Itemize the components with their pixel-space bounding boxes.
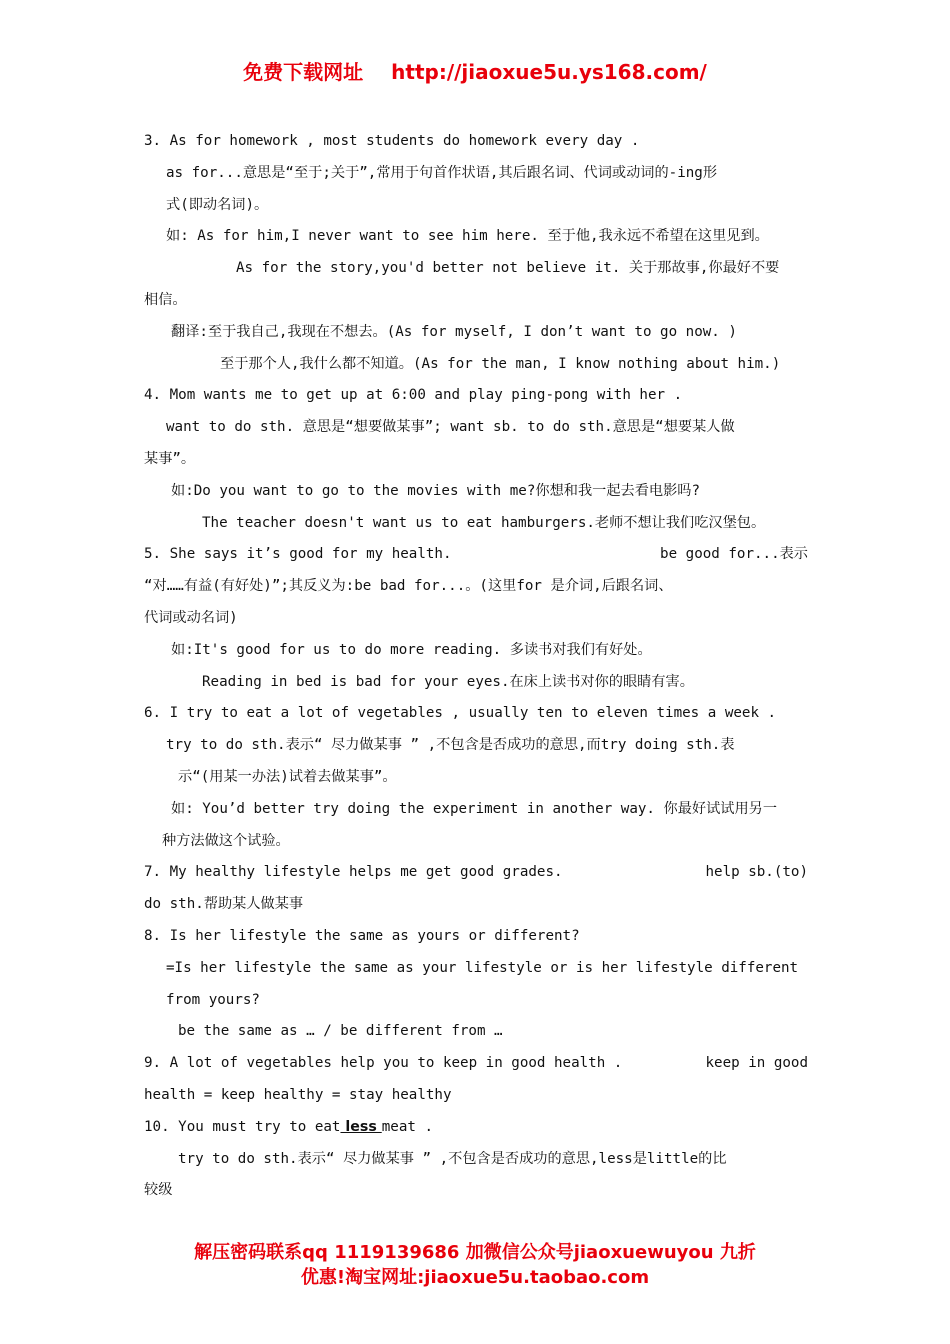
phrase-note: help sb.(to) [705, 864, 808, 881]
sentence [144, 1112, 808, 1144]
note-item-10 [144, 1112, 808, 1207]
note-item-5 [144, 539, 808, 698]
sentence: 3. As for homework , most students do homework every day . [144, 133, 640, 149]
sentence: 6. I try to eat a lot of vegetables , usually ten to eleven times a week . [144, 705, 777, 722]
sentence [144, 857, 808, 889]
notes-content [144, 126, 808, 1207]
example: Reading in bed is bad for your eyes.在床上读书对你的眼睛有害。 [202, 673, 694, 690]
sentence: 4. Mom wants me to get up at 6:00 and play ping-pong with her . [144, 387, 683, 404]
sentence-text: 9. A lot of vegetables help you to keep in good health . [144, 1055, 623, 1072]
explanation: “对……有益(有好处)”;其反义为:be bad for...。(这里for 是介词,后跟名词、 [144, 578, 673, 595]
example: The teacher doesn't want us to eat hamburgers.老师不想让我们吃汉堡包。 [202, 514, 766, 531]
sentence-text: 5. She says it’s good for my health. [144, 546, 452, 563]
explanation: 某事”。 [144, 450, 196, 467]
page-header [0, 56, 950, 85]
footer-line-shop[interactable]: 优惠!淘宝网址:jiaoxue5u.taobao.com [300, 1267, 650, 1288]
example: 相信。 [144, 291, 187, 308]
example: As for the story,you'd better not believe it. 关于那故事,你最好不要 [236, 260, 780, 277]
explanation: from yours? [166, 991, 260, 1008]
explanation: want to do sth. 意思是“想要做某事”; want sb. to do sth.意思是“想要某人做 [166, 419, 735, 436]
note-item-6 [144, 698, 808, 857]
explanation: 代词或动名词) [144, 609, 238, 626]
explanation: =Is her lifestyle the same as your lifestyle or is her lifestyle different [166, 959, 799, 976]
explanation: 式(即动名词)。 [166, 196, 269, 213]
translation: 翻译:至于我自己,我现在不想去。(As for myself, I don’t want to go now. ) [171, 323, 737, 340]
note-item-7 [144, 857, 808, 921]
header-label: 免费下载网址 [243, 60, 364, 84]
note-item-3 [144, 126, 808, 380]
explanation: 示“(用某一办法)试着去做某事”。 [178, 768, 397, 785]
example: 种方法做这个试验。 [162, 832, 290, 849]
blank-answer: less [340, 1118, 382, 1135]
explanation: as for...意思是“至于;关于”,常用于句首作状语,其后跟名词、代词或动词的-ing形 [166, 164, 718, 181]
sentence-text: 10. You must try to eat [144, 1118, 341, 1135]
note-item-4 [144, 380, 808, 539]
phrase-note: be good for...表示 [660, 546, 808, 563]
explanation: health = keep healthy = stay healthy [144, 1086, 452, 1103]
sentence-text: meat . [381, 1118, 433, 1135]
explanation: be the same as … / be different from … [178, 1023, 503, 1040]
explanation: do sth.帮助某人做某事 [144, 896, 304, 913]
example: 如:Do you want to go to the movies with me?你想和我一起去看电影吗? [171, 482, 700, 499]
sentence [144, 1048, 808, 1080]
sentence [144, 539, 808, 571]
example: 如: As for him,I never want to see him here. 至于他,我永远不希望在这里见到。 [166, 228, 769, 245]
phrase-note: keep in good [705, 1055, 808, 1072]
translation: 至于那个人,我什么都不知道。(As for the man, I know nothing about him.) [220, 355, 781, 372]
header-url-link[interactable]: http://jiaoxue5u.ys168.com/ [391, 60, 707, 84]
page-footer [0, 1240, 950, 1290]
explanation: try to do sth.表示“ 尽力做某事 ” ,不包含是否成功的意思,less是little的比 [178, 1150, 727, 1167]
example: 如: You’d better try doing the experiment in another way. 你最好试试用另一 [171, 800, 778, 817]
sentence: 8. Is her lifestyle the same as yours or different? [144, 927, 580, 944]
sentence-text: 7. My healthy lifestyle helps me get good grades. [144, 864, 563, 881]
footer-line-contact: 解压密码联系qq 1119139686 加微信公众号jiaoxuewuyou 九折 [194, 1242, 756, 1263]
explanation: try to do sth.表示“ 尽力做某事 ” ,不包含是否成功的意思,而try doing sth.表 [166, 737, 735, 754]
note-item-9 [144, 1048, 808, 1112]
explanation: 较级 [144, 1182, 173, 1199]
note-item-8 [144, 921, 808, 1048]
example: 如:It's good for us to do more reading. 多读书对我们有好处。 [171, 641, 652, 658]
